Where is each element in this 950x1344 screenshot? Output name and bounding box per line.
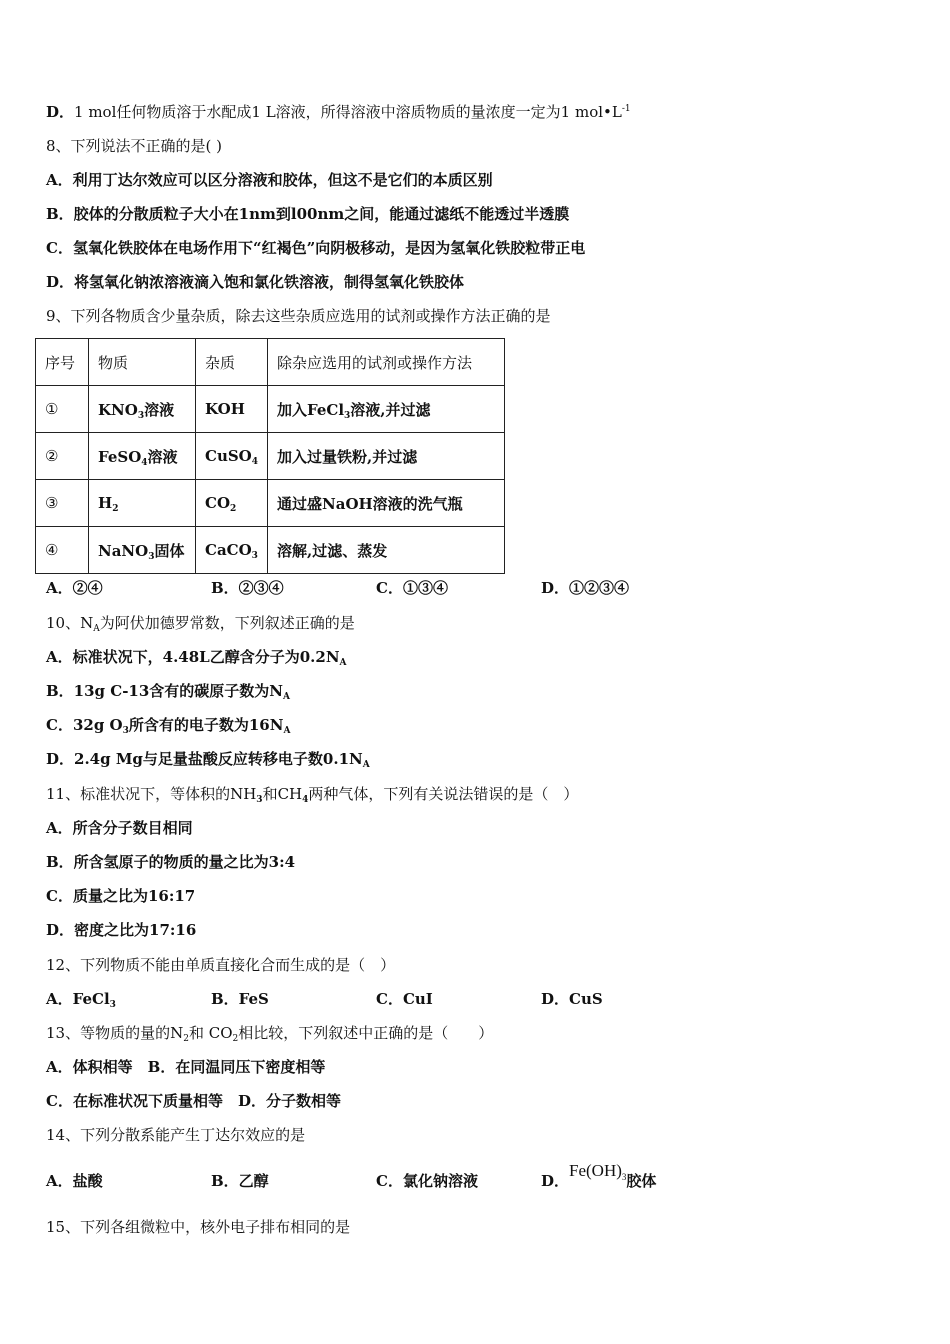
q9-option-d: D．①②③④ [541,579,630,597]
q7-d-text: 1 mol任何物质溶于水配成1 L溶液，所得溶液中溶质物质的量浓度一定为1 mol•L [74,103,622,121]
fe-oh-formula: $Fe(OH)_3$ [569,1161,627,1182]
q9-table [35,338,505,574]
impurity-cell: CuSO$_4$ [196,433,268,480]
q13-options-cd: C．在标准状况下质量相等 D．分子数相等 [46,1092,341,1110]
q8-option-a: A．利用丁达尔效应可以区分溶液和胶体，但这不是它们的本质区别 [46,171,493,189]
q9-option-c: C．①③④ [376,579,448,597]
q8-option-c: C．氢氧化铁胶体在电场作用下“红褐色”向阴极移动，是因为氢氧化铁胶粒带正电 [46,239,586,257]
q11-option-d: D．密度之比为17:16 [46,921,197,939]
row-number: ③ [36,480,89,527]
q12-stem: 12、下列物质不能由单质直接化合而生成的是（ ） [46,956,396,974]
q15-stem: 15、下列各组微粒中，核外电子排布相同的是 [46,1218,351,1236]
q7-d-sup: -1 [621,104,631,114]
q11-stem: 11、标准状况下，等体积的$NH_3$和$CH_4$两种气体，下列有关说法错误的是（ ） [46,785,579,805]
q12-option-c: C．CuI [376,990,433,1008]
table-header: 物质 [89,339,196,386]
substance-cell: $KNO_3$溶液 [89,386,196,433]
q9-stem: 9、下列各物质含少量杂质，除去这些杂质应选用的试剂或操作方法正确的是 [46,307,551,325]
q11-option-a: A．所含分子数目相同 [46,819,193,837]
q8-option-b: B．胶体的分散质粒子大小在1nm到l00nm之间，能通过滤纸不能透过半透膜 [46,205,570,223]
substance-cell: $H_2$ [89,480,196,527]
q10-option-b: B．13g C-13含有的碳原子数为$N_A$ [46,682,290,702]
method-cell: 加入过量铁粉,并过滤 [268,433,505,480]
q13-stem: 13、等物质的量的$N_2$和 $CO_2$相比较，下列叙述中正确的是（ ） [46,1024,494,1044]
q8-option-d: D．将氢氧化钠浓溶液滴入饱和氯化铁溶液，制得氢氧化铁胶体 [46,273,465,291]
method-cell: 通过盛NaOH溶液的洗气瓶 [268,480,505,527]
impurity-cell: CaCO$_3$ [196,527,268,574]
q12-option-d: D．CuS [541,990,603,1008]
q10-option-c: C．32g $O_3$所含有的电子数为$16N_A$ [46,716,291,736]
table-header: 杂质 [196,339,268,386]
table-header: 序号 [36,339,89,386]
impurity-cell: $CO_2$ [196,480,268,527]
q11-option-b: B．所含氢原子的物质的量之比为3:4 [46,853,296,871]
q9-option-a: A．②④ [46,579,103,597]
q9-option-b: B．②③④ [211,579,284,597]
q8-stem: 8、下列说法不正确的是( ) [46,137,223,155]
table-header: 除杂应选用的试剂或操作方法 [268,339,505,386]
substance-cell: FeSO$_4$溶液 [89,433,196,480]
row-number: ② [36,433,89,480]
q13-options-ab: A．体积相等 B．在同温同压下密度相等 [46,1058,326,1076]
q14-option-c: C．氯化钠溶液 [376,1172,478,1190]
q10-stem: 10、$N_A$为阿伏加德罗常数，下列叙述正确的是 [46,614,355,634]
method-cell: 溶解,过滤、蒸发 [268,527,505,574]
q14-option-a: A．盐酸 [46,1172,103,1190]
method-cell: 加入FeCl$_3$溶液,并过滤 [268,386,505,433]
table-row [36,433,505,480]
q12-option-a: A．FeCl$_3$ [46,990,116,1010]
q14-stem: 14、下列分散系能产生丁达尔效应的是 [46,1126,306,1144]
q14-option-b: B．乙醇 [211,1172,269,1190]
q10-option-d: D．2.4g Mg与足量盐酸反应转移电子数$0.1N_A$ [46,750,370,770]
q14-option-d: D．$Fe(OH)_3$胶体 [541,1161,657,1190]
table-row [36,386,505,433]
row-number: ④ [36,527,89,574]
table-row [36,480,505,527]
table-header-row [36,339,505,386]
impurity-cell: KOH [196,386,268,433]
q11-option-c: C．质量之比为16:17 [46,887,196,905]
q12-option-b: B．FeS [211,990,269,1008]
q10-option-a: A．标准状况下，4.48L乙醇含分子为$0.2N_A$ [46,648,347,668]
row-number: ① [36,386,89,433]
table-row [36,527,505,574]
substance-cell: NaNO$_3$固体 [89,527,196,574]
q7-option-d [46,102,631,122]
q7-d-label: D． [46,103,75,121]
